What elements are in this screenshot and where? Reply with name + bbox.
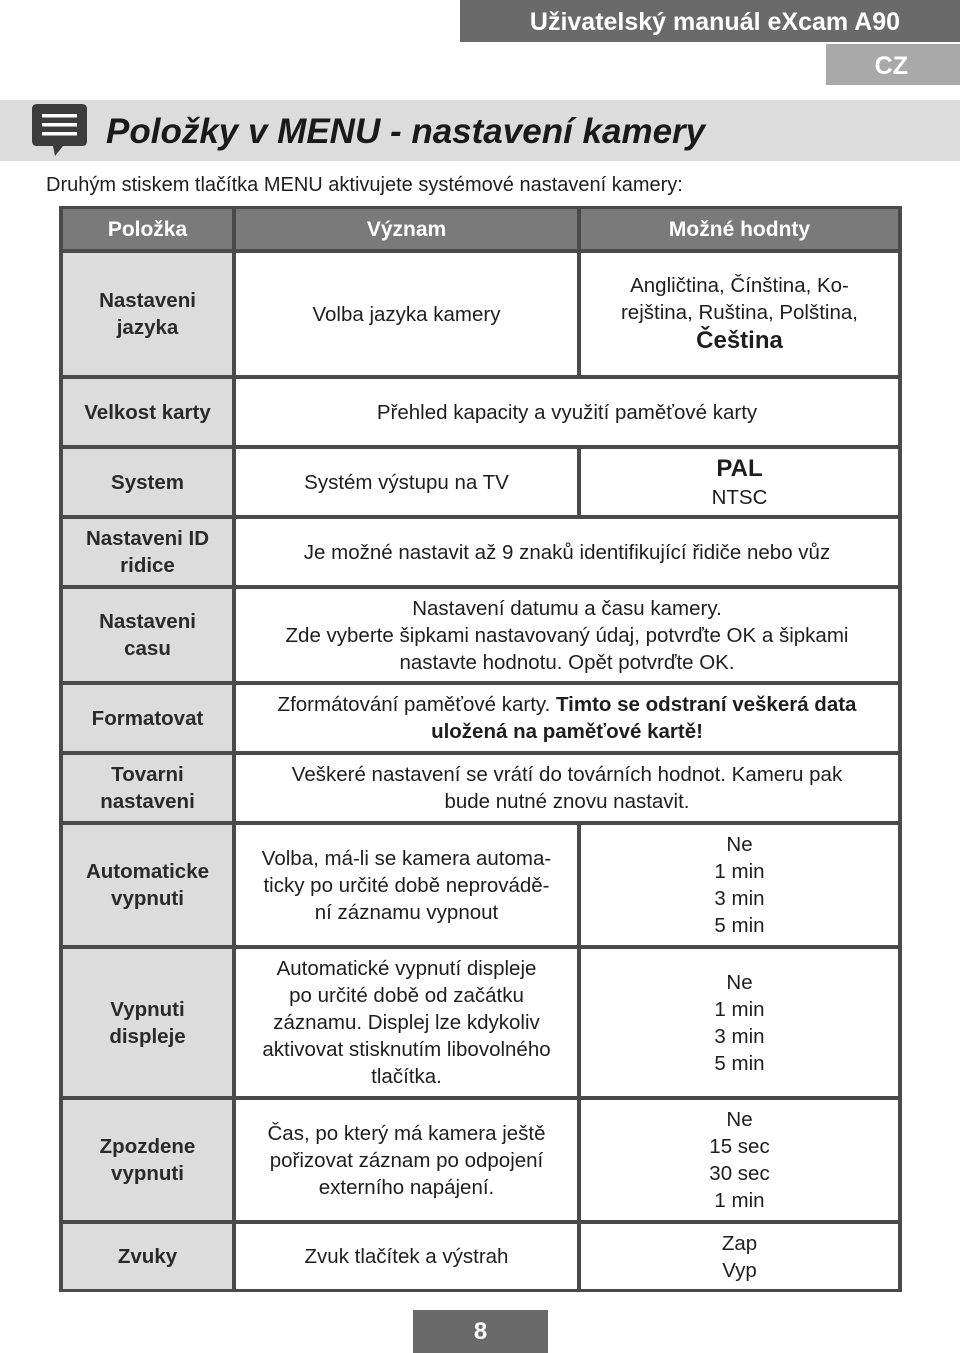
meaning-line: ticky po určité době neprovádě-: [263, 873, 550, 897]
item-label-line: Tovarni: [111, 763, 184, 786]
meaning-line: Je možné nastavit až 9 znaků identifikující řidiče nebo vůz: [303, 540, 831, 564]
meaning-line: pořizovat záznam po odpojení: [269, 1148, 544, 1172]
meaning-line: Zvuk tlačítek a výstrah: [304, 1245, 509, 1268]
page-title: Položky v MENU - nastavení kamery: [106, 112, 706, 151]
column-header-label: Položka: [107, 217, 188, 241]
column-header-meaning: [236, 209, 577, 249]
item-label-line: System: [111, 470, 184, 494]
table-row-card-size-label: [63, 379, 232, 445]
meaning-line: Zde vyberte šipkami nastavovaný údaj, potvrďte OK a šipkami: [285, 623, 849, 647]
table-row-delayed-off-label: [63, 1100, 232, 1220]
meaning-line: nastavte hodnotu. Opět potvrďte OK.: [399, 650, 735, 674]
meaning-line: tlačítka.: [371, 1065, 442, 1088]
table-row-language-meaning: [236, 253, 577, 375]
table-row-time-meaning: [236, 589, 898, 681]
item-label-line: Nastaveni: [99, 610, 196, 633]
value-line: 1 min: [714, 860, 765, 883]
meaning-warning: uložená na paměťové kartě!: [431, 720, 703, 743]
item-label-line: Zvuky: [117, 1245, 178, 1268]
item-label-line: nastaveni: [100, 790, 195, 813]
value-line: 15 sec: [709, 1135, 770, 1158]
intro-text: Druhým stiskem tlačítka MENU aktivujete systémové nastavení kamery:: [46, 174, 683, 196]
table-row-auto-off-meaning: [236, 825, 577, 945]
table-row-auto-off-label: [63, 825, 232, 945]
item-label-line: displeje: [109, 1024, 186, 1048]
meaning-line: po určité době od začátku: [289, 984, 524, 1007]
column-header-label: Význam: [366, 217, 447, 241]
language-badge: [826, 44, 960, 85]
table-row-driver-id-label: [63, 519, 232, 585]
value-line: 3 min: [714, 887, 765, 910]
value-line: Vyp: [722, 1258, 757, 1282]
meaning-warning: Timto se odstraní veškerá data: [556, 693, 857, 716]
meaning-line: Volba, má-li se kamera automa-: [261, 846, 552, 870]
settings-table: [59, 206, 902, 1292]
meaning-line: Čas, po který má kamera ještě: [267, 1121, 546, 1145]
table-row-format-label: [63, 685, 232, 751]
table-row-language-label: [63, 253, 232, 375]
item-label-line: Automaticke: [85, 860, 210, 883]
manual-title: Uživatelský manuál eXcam A90: [529, 8, 900, 36]
value-line: 1 min: [714, 997, 765, 1021]
table-row-card-size-meaning: [236, 379, 898, 445]
value-line: NTSC: [711, 485, 768, 509]
table-row-sounds-meaning: [236, 1224, 577, 1289]
column-header-label: Možné hodnty: [668, 217, 811, 241]
table-row-language-values: [581, 253, 898, 375]
value-default: Čeština: [696, 327, 783, 354]
item-label-line: Vypnuti: [110, 997, 185, 1021]
table-row-factory-reset-label: [63, 755, 232, 821]
table-row-system-values: [581, 449, 898, 515]
item-label-line: vypnuti: [111, 887, 184, 910]
value-line: 5 min: [714, 914, 765, 937]
language-code: CZ: [874, 52, 908, 80]
table-row-factory-reset-meaning: [236, 755, 898, 821]
value-line: Ne: [726, 833, 753, 856]
meaning-line: [278, 691, 857, 718]
meaning-line: bude nutné znovu nastavit.: [444, 790, 690, 813]
item-label-line: Formatovat: [91, 706, 204, 730]
meaning-line: Systém výstupu na TV: [304, 470, 509, 494]
item-label-line: jazyka: [116, 316, 179, 339]
meaning-line: Přehled kapacity a využití paměťové karty: [376, 400, 758, 424]
value-line: 1 min: [714, 1189, 765, 1212]
page-number: 8: [413, 1310, 548, 1353]
table-row-delayed-off-values: [581, 1100, 898, 1220]
table-row-delayed-off-meaning: [236, 1100, 577, 1220]
item-label-line: Zpozdene: [99, 1135, 196, 1158]
table-row-driver-id-meaning: [236, 519, 898, 585]
column-header-item: [63, 209, 232, 249]
table-row-display-off-meaning: [236, 949, 577, 1096]
column-header-values: [581, 209, 898, 249]
item-label-line: Nastaveni: [99, 289, 196, 312]
table-row-system-meaning: [236, 449, 577, 515]
meaning-line: Automatické vypnutí displeje: [276, 957, 537, 980]
meaning-line: Nastavení datumu a času kamery.: [412, 596, 722, 620]
table-row-system-label: [63, 449, 232, 515]
meaning-line: externího napájení.: [318, 1175, 495, 1199]
value-line: Ne: [726, 1108, 753, 1131]
meaning-text: Zformátování paměťové karty.: [277, 693, 551, 716]
table-row-format-meaning: [236, 685, 898, 751]
table-row-sounds-values: [581, 1224, 898, 1289]
item-label-line: ridice: [120, 554, 175, 577]
manual-title-bar: [460, 0, 960, 42]
item-label-line: Nastaveni ID: [85, 527, 210, 550]
value-line: rejština, Ruština, Polština,: [620, 301, 858, 324]
item-label-line: casu: [124, 637, 171, 660]
table-row-sounds-label: [63, 1224, 232, 1289]
menu-list-icon: [31, 103, 88, 158]
value-default: PAL: [716, 454, 763, 482]
value-line: 3 min: [714, 1024, 765, 1048]
meaning-line: ní záznamu vypnout: [314, 900, 499, 924]
value-line: Angličtina, Čínština, Ko-: [630, 274, 849, 297]
meaning-line: Veškeré nastavení se vrátí do továrních hodnot. Kameru pak: [291, 763, 843, 786]
table-row-display-off-values: [581, 949, 898, 1096]
table-row-auto-off-values: [581, 825, 898, 945]
meaning-line: aktivovat stisknutím libovolného: [262, 1038, 551, 1061]
value-line: 5 min: [714, 1051, 765, 1075]
value-line: 30 sec: [709, 1162, 770, 1185]
item-label-line: Velkost karty: [84, 400, 211, 424]
table-row-time-label: [63, 589, 232, 681]
meaning-line: záznamu. Displej lze kdykoliv: [273, 1011, 540, 1034]
item-label-line: vypnuti: [111, 1162, 184, 1185]
value-line: Ne: [726, 970, 753, 994]
meaning-line: Volba jazyka kamery: [312, 302, 501, 326]
value-line: Zap: [721, 1231, 758, 1255]
table-row-display-off-label: [63, 949, 232, 1096]
